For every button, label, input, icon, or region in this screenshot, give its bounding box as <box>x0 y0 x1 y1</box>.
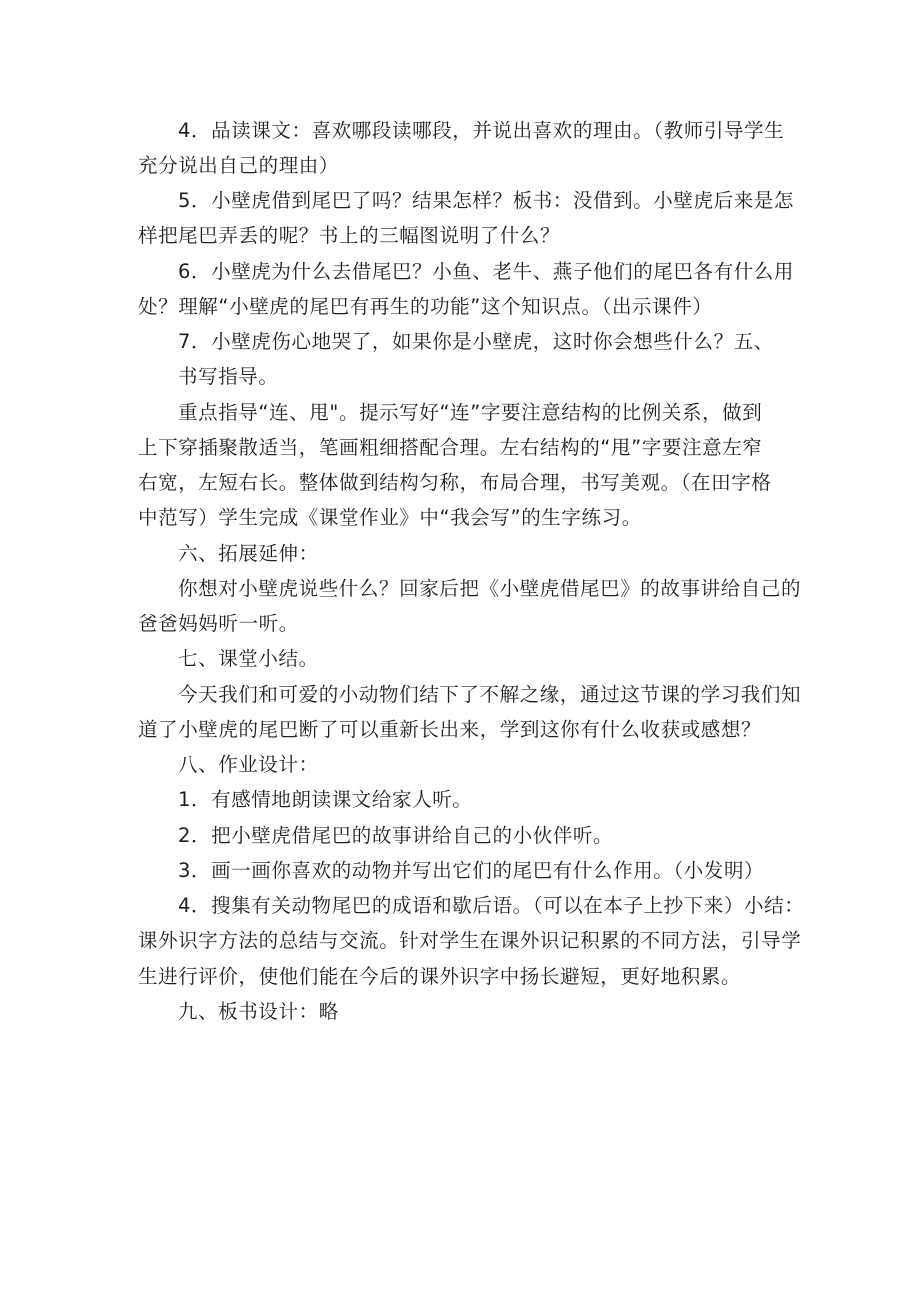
homework-item-2: 2．把小壁虎借尾巴的故事讲给自己的小伙伴听。 <box>178 824 614 847</box>
section-heading-board-design: 九、板书设计：略 <box>178 1000 339 1023</box>
paragraph-item-7: 7．小壁虎伤心地哭了，如果你是小壁虎，这时你会想些什么？五、 <box>178 330 774 353</box>
homework-item-4-cont-1: 课外识字方法的总结与交流。针对学生在课外识记积累的不同方法，引导学 <box>138 929 802 952</box>
section-heading-extension: 六、拓展延伸： <box>178 542 319 565</box>
section-heading-writing: 书写指导。 <box>178 365 279 388</box>
paragraph-item-5-cont: 样把尾巴弄丢的呢？书上的三幅图说明了什么？ <box>138 224 561 247</box>
homework-item-3: 3．画一画你喜欢的动物并写出它们的尾巴有什么作用。（小发明） <box>178 859 765 882</box>
paragraph-item-4: 4．品读课文：喜欢哪段读哪段，并说出喜欢的理由。（教师引导学生 <box>178 119 785 142</box>
homework-item-1: 1．有感情地朗读课文给家人听。 <box>178 788 473 811</box>
paragraph-item-5: 5．小壁虎借到尾巴了吗？结果怎样？板书：没借到。小壁虎后来是怎 <box>178 189 795 212</box>
homework-item-4: 4．搜集有关动物尾巴的成语和歇后语。（可以在本子上抄下来）小结： <box>178 894 805 917</box>
paragraph-extension-cont: 爸爸妈妈听一听。 <box>138 612 299 635</box>
paragraph-item-6-cont: 处？理解“小壁虎的尾巴有再生的功能”这个知识点。（出示课件） <box>138 295 713 318</box>
paragraph-item-6: 6．小壁虎为什么去借尾巴？小鱼、老牛、燕子他们的尾巴各有什么用 <box>178 260 795 283</box>
paragraph-extension: 你想对小壁虎说些什么？回家后把《小壁虎借尾巴》的故事讲给自己的 <box>178 577 802 600</box>
paragraph-item-4-cont: 充分说出自己的理由） <box>138 154 340 177</box>
paragraph-summary-cont: 道了小壁虎的尾巴断了可以重新长出来，学到这你有什么收获或感想？ <box>138 718 762 741</box>
paragraph-writing-guidance-cont-2: 右宽，左短右长。整体做到结构匀称，布局合理，书写美观。（在田字格 <box>138 471 772 494</box>
homework-item-4-cont-2: 生进行评价，使他们能在今后的课外识字中扬长避短，更好地积累。 <box>138 965 742 988</box>
paragraph-writing-guidance-cont-3: 中范写）学生完成《课堂作业》中“我会写”的生字练习。 <box>138 506 642 529</box>
section-heading-summary: 七、课堂小结。 <box>178 647 319 670</box>
paragraph-writing-guidance: 重点指导“连、甩"。提示写好“连”字要注意结构的比例关系，做到 <box>178 401 763 424</box>
section-heading-homework: 八、作业设计： <box>178 753 319 776</box>
paragraph-summary: 今天我们和可爱的小动物们结下了不解之缘，通过这节课的学习我们知 <box>178 683 802 706</box>
paragraph-writing-guidance-cont-1: 上下穿插聚散适当，笔画粗细搭配合理。左右结构的“甩”字要注意左窄 <box>138 436 763 459</box>
